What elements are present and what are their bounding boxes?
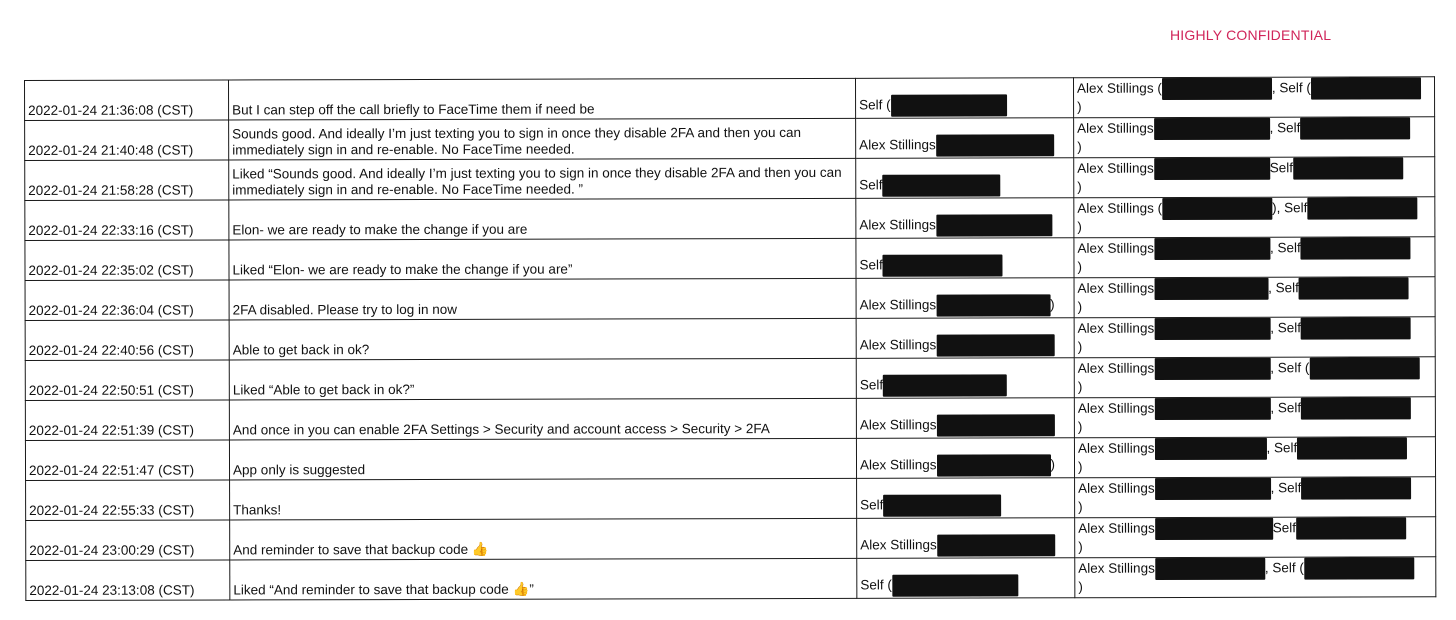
redaction-block: [1304, 557, 1414, 579]
redaction-block: [1154, 398, 1270, 420]
recipients-line: [1077, 237, 1431, 260]
redaction-block: [936, 414, 1054, 436]
recipient-self: , Self: [1269, 240, 1301, 256]
message-text: Liked “And reminder to save that backup code 👍”: [230, 558, 857, 600]
recipient-self: ), Self: [1272, 200, 1308, 216]
message-text: But I can step off the call briefly to FaceTime them if need be: [229, 78, 856, 120]
recipients-line: [1077, 157, 1431, 180]
message-sender: [855, 78, 1073, 119]
redaction-block: [1297, 437, 1407, 459]
message-row: [25, 317, 1435, 361]
message-text: Liked “Elon- we are ready to make the change if you are”: [229, 238, 856, 280]
sender-name: Alex Stillings: [860, 537, 937, 553]
recipient-self: , Self (: [1270, 360, 1310, 376]
message-recipients: [1074, 197, 1435, 238]
message-row: [25, 277, 1435, 321]
redaction-block: [1301, 237, 1411, 259]
message-sender: [856, 278, 1074, 319]
redaction-block: [1301, 317, 1411, 339]
redaction-block: [1154, 158, 1270, 180]
message-row: [25, 437, 1435, 481]
sender-close-paren: ): [1050, 456, 1056, 472]
message-timestamp: 2022-01-24 22:33:16 (CST): [25, 200, 229, 241]
message-text: Thanks!: [230, 478, 857, 520]
recipients-line: [1078, 477, 1432, 500]
recipients-line: [1078, 357, 1432, 380]
redaction-block: [1155, 518, 1273, 540]
message-recipients: [1074, 437, 1435, 478]
recipient-name: Alex Stillings: [1078, 480, 1155, 496]
message-sender: [856, 318, 1074, 359]
message-row: [25, 397, 1435, 441]
recipient-self: , Self (: [1264, 560, 1304, 576]
message-timestamp: 2022-01-24 22:36:04 (CST): [25, 280, 229, 321]
recipient-self: , Self: [1270, 400, 1302, 416]
message-timestamp: 2022-01-24 22:55:33 (CST): [26, 480, 230, 521]
recipient-name: Alex Stillings: [1078, 520, 1155, 536]
redaction-block: [936, 214, 1052, 236]
redaction-block: [1154, 358, 1270, 380]
message-timestamp: 2022-01-24 21:36:08 (CST): [25, 80, 229, 121]
redaction-block: [1309, 357, 1419, 379]
message-timestamp: 2022-01-24 21:58:28 (CST): [25, 160, 229, 201]
sender-name: Self: [860, 497, 884, 513]
sender-name: Self: [859, 177, 883, 193]
message-recipients: [1075, 517, 1436, 558]
redaction-block: [1155, 478, 1271, 500]
message-sender: [856, 358, 1074, 399]
redaction-block: [883, 374, 1007, 396]
message-recipients: [1074, 237, 1435, 278]
recipients-close-paren: ): [1078, 499, 1083, 515]
recipient-name: Alex Stillings: [1077, 320, 1155, 336]
message-sender: [857, 478, 1075, 519]
message-log-table: [24, 76, 1436, 601]
recipients-line: [1078, 277, 1432, 300]
recipient-self: , Self: [1270, 480, 1302, 496]
recipients-close-paren: ): [1077, 419, 1083, 435]
recipient-name: Alex Stillings: [1077, 120, 1154, 136]
redaction-block: [936, 134, 1054, 156]
recipient-self: , Self: [1269, 120, 1301, 136]
message-text: Liked “Able to get back in ok?”: [229, 358, 856, 400]
message-sender: [856, 438, 1074, 479]
message-text: App only is suggested: [229, 438, 856, 480]
message-sender: [856, 118, 1074, 159]
redaction-block: [1300, 117, 1410, 139]
recipient-name: Alex Stillings: [1077, 240, 1154, 256]
redaction-block: [1154, 118, 1270, 140]
message-recipients: [1074, 317, 1435, 358]
message-row: [26, 517, 1436, 561]
message-text: And once in you can enable 2FA Settings > Security and account access > Security > 2FA: [229, 398, 856, 440]
redaction-block: [1299, 277, 1409, 299]
redaction-block: [1296, 517, 1406, 539]
message-recipients: [1075, 557, 1436, 598]
redaction-block: [1154, 238, 1270, 260]
message-text: Able to get back in ok?: [229, 318, 856, 360]
sender-name: Self (: [860, 577, 892, 593]
message-text: Liked “Sounds good. And ideally I’m just texting you to sign in once they disable 2FA and then you can immediately sign in and re-enable. No FaceTime needed. ”: [229, 158, 856, 200]
recipient-self: Self: [1269, 160, 1294, 176]
sender-name: Alex Stillings: [859, 417, 937, 433]
sender-name: Alex Stillings: [859, 337, 937, 353]
redaction-block: [1154, 438, 1266, 460]
recipients-close-paren: ): [1077, 379, 1083, 395]
recipients-close-paren: ): [1078, 579, 1083, 595]
recipients-close-paren: ): [1077, 299, 1083, 315]
redaction-block: [883, 254, 1003, 276]
message-recipients: [1073, 77, 1434, 118]
recipient-self: , Self (: [1271, 80, 1311, 96]
recipients-line: [1078, 517, 1432, 540]
redaction-block: [1293, 157, 1403, 179]
recipients-line: [1078, 397, 1432, 420]
sender-name: Alex Stillings: [859, 137, 936, 153]
redaction-block: [892, 574, 1018, 596]
message-recipients: [1074, 157, 1435, 198]
recipients-line: [1077, 117, 1431, 140]
redaction-block: [937, 534, 1055, 556]
redaction-block: [883, 174, 1001, 196]
message-row: [25, 117, 1435, 161]
message-text: Elon- we are ready to make the change if you are: [229, 198, 856, 240]
recipient-name: Alex Stillings: [1078, 560, 1155, 576]
recipients-close-paren: ): [1077, 259, 1083, 275]
sender-name: Self: [859, 377, 884, 393]
redaction-block: [1162, 78, 1272, 100]
message-timestamp: 2022-01-24 21:40:48 (CST): [25, 120, 229, 161]
sender-name: Alex Stillings: [859, 297, 937, 313]
message-sender: [856, 198, 1074, 239]
recipients-line: [1078, 437, 1432, 460]
recipients-line: [1077, 197, 1431, 220]
message-text: 2FA disabled. Please try to log in now: [229, 278, 856, 320]
message-recipients: [1074, 357, 1435, 398]
recipient-name: Alex Stillings (: [1077, 80, 1162, 96]
recipient-self: Self: [1272, 520, 1296, 536]
recipient-name: Alex Stillings: [1077, 360, 1155, 376]
redaction-block: [1301, 477, 1411, 499]
redaction-block: [1154, 278, 1268, 300]
recipients-close-paren: ): [1077, 179, 1082, 195]
message-row: [25, 357, 1435, 401]
redaction-block: [937, 454, 1051, 476]
message-timestamp: 2022-01-24 22:51:39 (CST): [25, 400, 229, 441]
redaction-block: [891, 94, 1007, 116]
sender-name: Alex Stillings: [859, 457, 937, 473]
message-recipients: [1074, 397, 1435, 438]
recipients-line: [1078, 557, 1432, 580]
recipients-line: [1077, 77, 1431, 100]
redaction-block: [883, 494, 1001, 516]
sender-name: Self (: [859, 97, 891, 113]
recipient-self: , Self: [1270, 320, 1301, 336]
recipients-close-paren: ): [1077, 219, 1082, 235]
message-timestamp: 2022-01-24 22:50:51 (CST): [25, 360, 229, 401]
message-timestamp: 2022-01-24 23:13:08 (CST): [26, 560, 230, 601]
message-timestamp: 2022-01-24 22:35:02 (CST): [25, 240, 229, 281]
redaction-block: [1154, 318, 1270, 340]
recipient-name: Alex Stillings: [1077, 440, 1155, 456]
message-row: [25, 237, 1435, 281]
recipient-self: , Self: [1268, 280, 1299, 296]
message-recipients: [1074, 277, 1435, 318]
recipients-close-paren: ): [1078, 539, 1083, 555]
redaction-block: [1301, 397, 1411, 419]
sender-close-paren: ): [1050, 296, 1055, 312]
message-row: [25, 157, 1435, 201]
recipient-name: Alex Stillings: [1077, 280, 1155, 296]
message-text: And reminder to save that backup code 👍: [230, 518, 857, 560]
message-sender: [856, 398, 1074, 439]
recipient-name: Alex Stillings: [1077, 160, 1154, 176]
message-timestamp: 2022-01-24 22:51:47 (CST): [25, 440, 229, 481]
sender-name: Self: [859, 257, 883, 273]
recipients-close-paren: ): [1077, 459, 1083, 475]
recipients-close-paren: ): [1077, 139, 1082, 155]
message-row: [25, 197, 1435, 241]
redaction-block: [936, 334, 1054, 356]
recipients-line: [1078, 317, 1432, 340]
recipient-name: Alex Stillings (: [1077, 200, 1163, 216]
redaction-block: [1162, 198, 1272, 220]
recipients-close-paren: ): [1077, 339, 1083, 355]
sender-name: Alex Stillings: [859, 217, 936, 233]
message-timestamp: 2022-01-24 22:40:56 (CST): [25, 320, 229, 361]
message-row: [26, 557, 1436, 601]
recipient-name: Alex Stillings: [1077, 400, 1155, 416]
message-recipients: [1075, 477, 1436, 518]
message-recipients: [1074, 117, 1435, 158]
message-sender: [857, 558, 1075, 599]
redaction-block: [1311, 77, 1421, 99]
message-row: [25, 77, 1435, 121]
confidentiality-marking: HIGHLY CONFIDENTIAL: [1170, 27, 1332, 43]
message-sender: [856, 158, 1074, 199]
message-text: Sounds good. And ideally I’m just texting you to sign in once they disable 2FA and then you can immediately sign in and re-enable. No FaceTime needed.: [229, 118, 856, 160]
recipients-close-paren: ): [1077, 99, 1082, 115]
message-row: [26, 477, 1436, 521]
redaction-block: [936, 294, 1050, 316]
message-sender: [857, 518, 1075, 559]
redaction-block: [1155, 558, 1265, 580]
redaction-block: [1307, 197, 1417, 219]
message-timestamp: 2022-01-24 23:00:29 (CST): [26, 520, 230, 561]
recipient-self: , Self: [1266, 440, 1298, 456]
message-sender: [856, 238, 1074, 279]
